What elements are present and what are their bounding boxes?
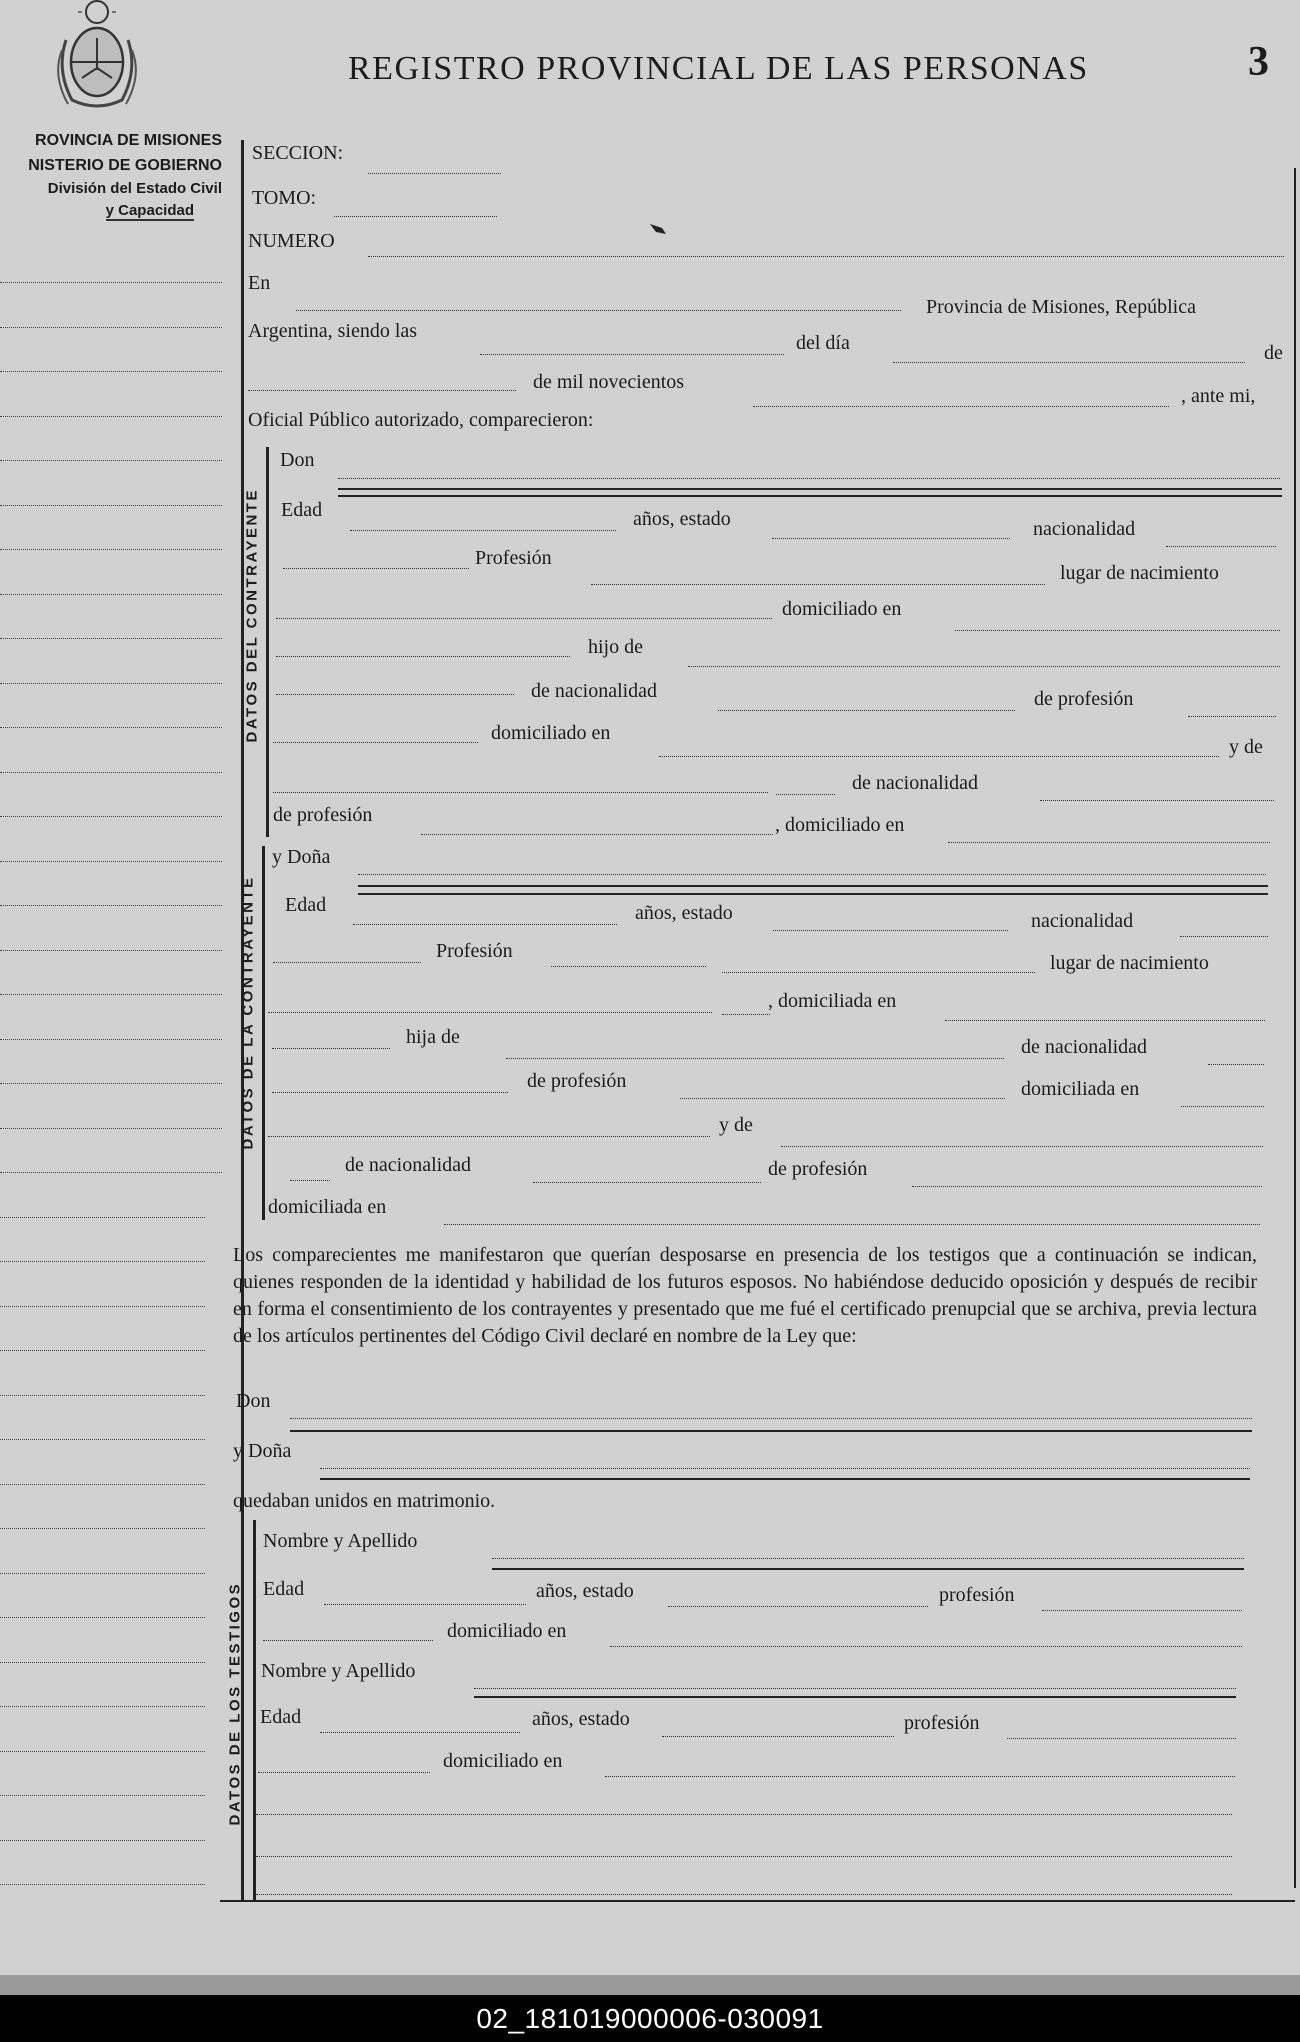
stub-line [0,1395,205,1396]
argentina-siendo-label: Argentina, siendo las [248,320,418,342]
lugar-nacimiento-f-label: lugar de nacimiento [1050,952,1209,974]
madre-domicilio-field[interactable] [948,842,1270,843]
provincia-text: Provincia de Misiones, República [926,296,1196,318]
stub-line [0,1795,205,1796]
issuer-line-capacity: y Capacidad [105,202,194,219]
tomo-label: TOMO: [252,187,317,209]
stub-line [0,772,222,773]
dia-field[interactable] [893,362,1245,363]
estado-1-field[interactable] [668,1606,928,1607]
en-label: En [248,272,271,294]
hora-field[interactable] [480,354,784,355]
de-profesion-f-label: de profesión [527,1070,627,1092]
nacionalidad-f-field[interactable] [1180,936,1268,937]
de-profesion-label: de profesión [1034,688,1134,710]
issuer-header [0,128,222,222]
stub-line [0,594,222,595]
pre-domicilio-2-field[interactable] [258,1772,430,1773]
padre-f-nacionalidad-cont-field[interactable] [272,1092,508,1093]
contrayenta-bracket [262,846,265,1220]
madre-f-nombre-field[interactable] [290,1180,330,1181]
nombre-2-rule [474,1696,1236,1698]
hijo-de-label: hijo de [588,636,643,658]
footer-code: 02_181019000006-030091 [0,1995,1300,2042]
padre-f-field[interactable] [506,1058,1004,1059]
domiciliada-label: , domiciliada en [768,990,897,1012]
de-nacionalidad-2-label: de nacionalidad [852,772,979,794]
domiciliado-3-label: , domiciliado en [775,814,905,836]
profesion-f-field[interactable] [551,966,706,967]
nacionalidad-field[interactable] [1166,546,1276,547]
y-de-label: y de [1229,736,1263,758]
domiciliado-2-label: domiciliado en [491,722,611,744]
domiciliado-t2-label: domiciliado en [443,1750,563,1772]
stub-line [0,1350,205,1351]
issuer-line-ministry: NISTERIO DE GOBIERNO [28,157,222,174]
edad-label: Edad [281,499,323,521]
domiciliada-2-label: domiciliada en [1021,1078,1140,1100]
pre-hijo-field[interactable] [276,656,570,657]
stub-line [0,1261,205,1262]
domicilio-f-field[interactable] [945,1020,1265,1021]
madre-f-nacionalidad-field[interactable] [533,1182,761,1183]
nombre-1-field[interactable] [492,1558,1244,1559]
domiciliada-3-label: domiciliada en [268,1196,387,1218]
numero-field[interactable] [368,256,1284,257]
stub-line [0,549,222,550]
lugar-f-field[interactable] [268,1012,712,1013]
stub-line [0,371,222,372]
de-nacionalidad-label: de nacionalidad [531,680,658,702]
en-field[interactable] [296,310,901,311]
stub-line [0,1884,205,1885]
de-label: de [1264,342,1283,364]
contrayente-side-label: DATOS DEL CONTRAYENTE [243,488,261,743]
contrayente-bracket [266,447,269,837]
stub-line [0,905,222,906]
numero-label: NUMERO [248,230,335,252]
profesion-2-field[interactable] [1007,1738,1236,1739]
dona-field[interactable] [358,874,1266,875]
domicilio-field[interactable] [955,630,1280,631]
nombre-1-label: Nombre y Apellido [263,1530,418,1552]
decl-dona-rule [320,1478,1250,1480]
extra-line-2[interactable] [256,1856,1232,1857]
estado-f-field[interactable] [773,930,1008,931]
don-label: Don [280,449,315,471]
decl-don-rule [290,1430,1252,1432]
padre-f-profesion-field[interactable] [680,1098,1005,1099]
page-number: 3 [1248,39,1269,85]
dona-rule [358,885,1268,887]
lugar-nacimiento-label: lugar de nacimiento [1060,562,1219,584]
edad-field[interactable] [350,530,616,531]
extra-line-1[interactable] [256,1814,1232,1815]
ante-mi-label: , ante mi, [1181,385,1256,407]
mes-field[interactable] [248,390,516,391]
oficial-text: Oficial Público autorizado, comparecieron: [248,409,594,431]
stub-line [0,505,222,506]
declaration-paragraph: Los comparecientes me manifestaron que querían desposarse en presencia de los testigos que a continuación se indican, quienes responden de la identidad y habilidad de los futuros esposos. No habiéndose deducido oposición y después de recibir en forma el consentimiento de los contrayentes y presentado que me fué el certificado prenupcial que se archiva, previa lectura de los artículos pertinentes del Código Civil declaré en nombre de la Ley que: [233,1244,1257,1347]
stub-line [0,727,222,728]
stub-line [0,1706,205,1707]
domiciliado-label: domiciliado en [782,598,902,620]
edad-2-label: Edad [260,1706,302,1728]
stub-line [0,1217,205,1218]
stub-line [0,1528,205,1529]
stub-line [0,1439,205,1440]
de-nacionalidad-2-f-label: de nacionalidad [345,1154,472,1176]
testigos-side-label: DATOS DE LOS TESTIGOS [226,1581,244,1826]
y-de-f-label: y de [719,1114,753,1136]
edad-2-field[interactable] [320,1732,520,1733]
decl-dona-label: y Doña [233,1440,292,1462]
pre-hija-field[interactable] [272,1048,390,1049]
page-title: REGISTRO PROVINCIAL DE LAS PERSONAS [348,50,1089,87]
anio-field[interactable] [753,406,1169,407]
stub-line [0,1617,205,1618]
nacionalidad-label: nacionalidad [1033,518,1136,540]
profesion-2-label: profesión [904,1712,980,1734]
madre-f-field[interactable] [781,1146,1263,1147]
stub-line [0,1662,205,1663]
domicilio-2-field[interactable] [605,1776,1235,1777]
right-edge-rule [1294,168,1296,1888]
de-mil-label: de mil novecientos [533,371,685,393]
stub-line [0,282,222,283]
profesion-1-label: profesión [939,1584,1015,1606]
edad-f-field[interactable] [353,924,617,925]
stub-line [0,994,222,995]
lugar-f-field-2[interactable] [722,1014,770,1015]
bottom-rule [220,1900,1295,1902]
profesion-f-label: Profesión [436,940,513,962]
dona-rule-2 [358,893,1268,895]
don-rule-2 [338,495,1282,497]
contrayenta-side-label: DATOS DE LA CONTRAYENTE [239,875,257,1150]
stub-line [0,1484,205,1485]
coat-of-arms-icon [52,0,142,112]
y-dona-label: y Doña [272,846,331,868]
nacionalidad-f-label: nacionalidad [1031,910,1134,932]
madre-f-profesion-field[interactable] [912,1186,1262,1187]
madre-field[interactable] [273,792,768,793]
stub-line [0,816,222,817]
decl-don-label: Don [236,1390,271,1412]
profesion-1-field[interactable] [1042,1610,1242,1611]
padre-nacionalidad-field[interactable] [718,710,1015,711]
nombre-1-rule [492,1568,1244,1570]
madre-f-domicilio-field[interactable] [444,1224,1260,1225]
seccion-label: SECCION: [252,142,344,164]
padre-f-domicilio-field[interactable] [1181,1106,1264,1107]
padre-f-nacionalidad-field[interactable] [1208,1064,1264,1065]
edad-f-label: Edad [285,894,327,916]
stub-line [0,460,222,461]
madre-field-2[interactable] [776,794,835,795]
tomo-field[interactable] [334,216,497,217]
decl-dona-field[interactable] [320,1468,1250,1469]
anos-estado-f-label: años, estado [635,902,733,924]
domiciliado-t1-label: domiciliado en [447,1620,567,1642]
don-rule [338,488,1282,490]
don-field[interactable] [338,478,1280,479]
scan-edge [0,1975,1300,1995]
del-dia-label: del día [796,332,850,354]
nombre-2-label: Nombre y Apellido [261,1660,416,1682]
anos-estado-1-label: años, estado [536,1580,634,1602]
stub-line [0,1083,222,1084]
padre-profesion-cont-field[interactable] [273,742,478,743]
stub-line [0,1306,205,1307]
padre-nombre-field[interactable] [276,694,514,695]
padre-f-domicilio-cont-field[interactable] [268,1136,710,1137]
padre-field[interactable] [688,666,1280,667]
pre-profesion-f-field[interactable] [273,962,421,963]
pre-profesion-field[interactable] [283,568,469,569]
pre-domicilio-1-field[interactable] [263,1640,433,1641]
hija-de-label: hija de [406,1026,460,1048]
domicilio-1-field[interactable] [610,1646,1242,1647]
madre-nacionalidad-field[interactable] [1040,800,1274,801]
de-profesion-2-label: de profesión [273,804,373,826]
estado-2-field[interactable] [662,1736,894,1737]
padre-domicilio-field[interactable] [659,756,1219,757]
profesion-field[interactable] [591,584,1045,585]
issuer-line-division: División del Estado Civil [47,180,222,197]
stub-line [0,1840,205,1841]
ink-mark-icon [648,222,668,236]
stub-line [0,327,222,328]
estado-field[interactable] [772,538,1010,539]
stub-line [0,416,222,417]
seccion-field[interactable] [368,173,501,174]
stub-line [0,638,222,639]
de-profesion-2-f-label: de profesión [768,1158,868,1180]
testigos-bracket [253,1520,256,1900]
stub-line [0,683,222,684]
stub-line [0,1573,205,1574]
lugar-field[interactable] [276,618,772,619]
anos-estado-2-label: años, estado [532,1708,630,1730]
edad-1-field[interactable] [324,1604,526,1605]
stub-line [0,1039,222,1040]
issuer-line-province: ROVINCIA DE MISIONES [35,132,222,149]
de-nacionalidad-f-label: de nacionalidad [1021,1036,1148,1058]
stub-line [0,1172,222,1173]
stub-line [0,1128,222,1129]
madre-profesion-field[interactable] [421,834,773,835]
extra-line-3[interactable] [256,1894,1232,1895]
decl-don-field[interactable] [290,1418,1252,1419]
stub-line [0,1751,205,1752]
stub-line [0,861,222,862]
stub-line [0,950,222,951]
padre-profesion-field[interactable] [1188,716,1276,717]
anos-estado-label: años, estado [633,508,731,530]
edad-1-label: Edad [263,1578,305,1600]
profesion-f-field-2[interactable] [722,972,1035,973]
profesion-label: Profesión [475,547,552,569]
quedaban-text: quedaban unidos en matrimonio. [233,1490,496,1512]
nombre-2-field[interactable] [474,1688,1236,1689]
